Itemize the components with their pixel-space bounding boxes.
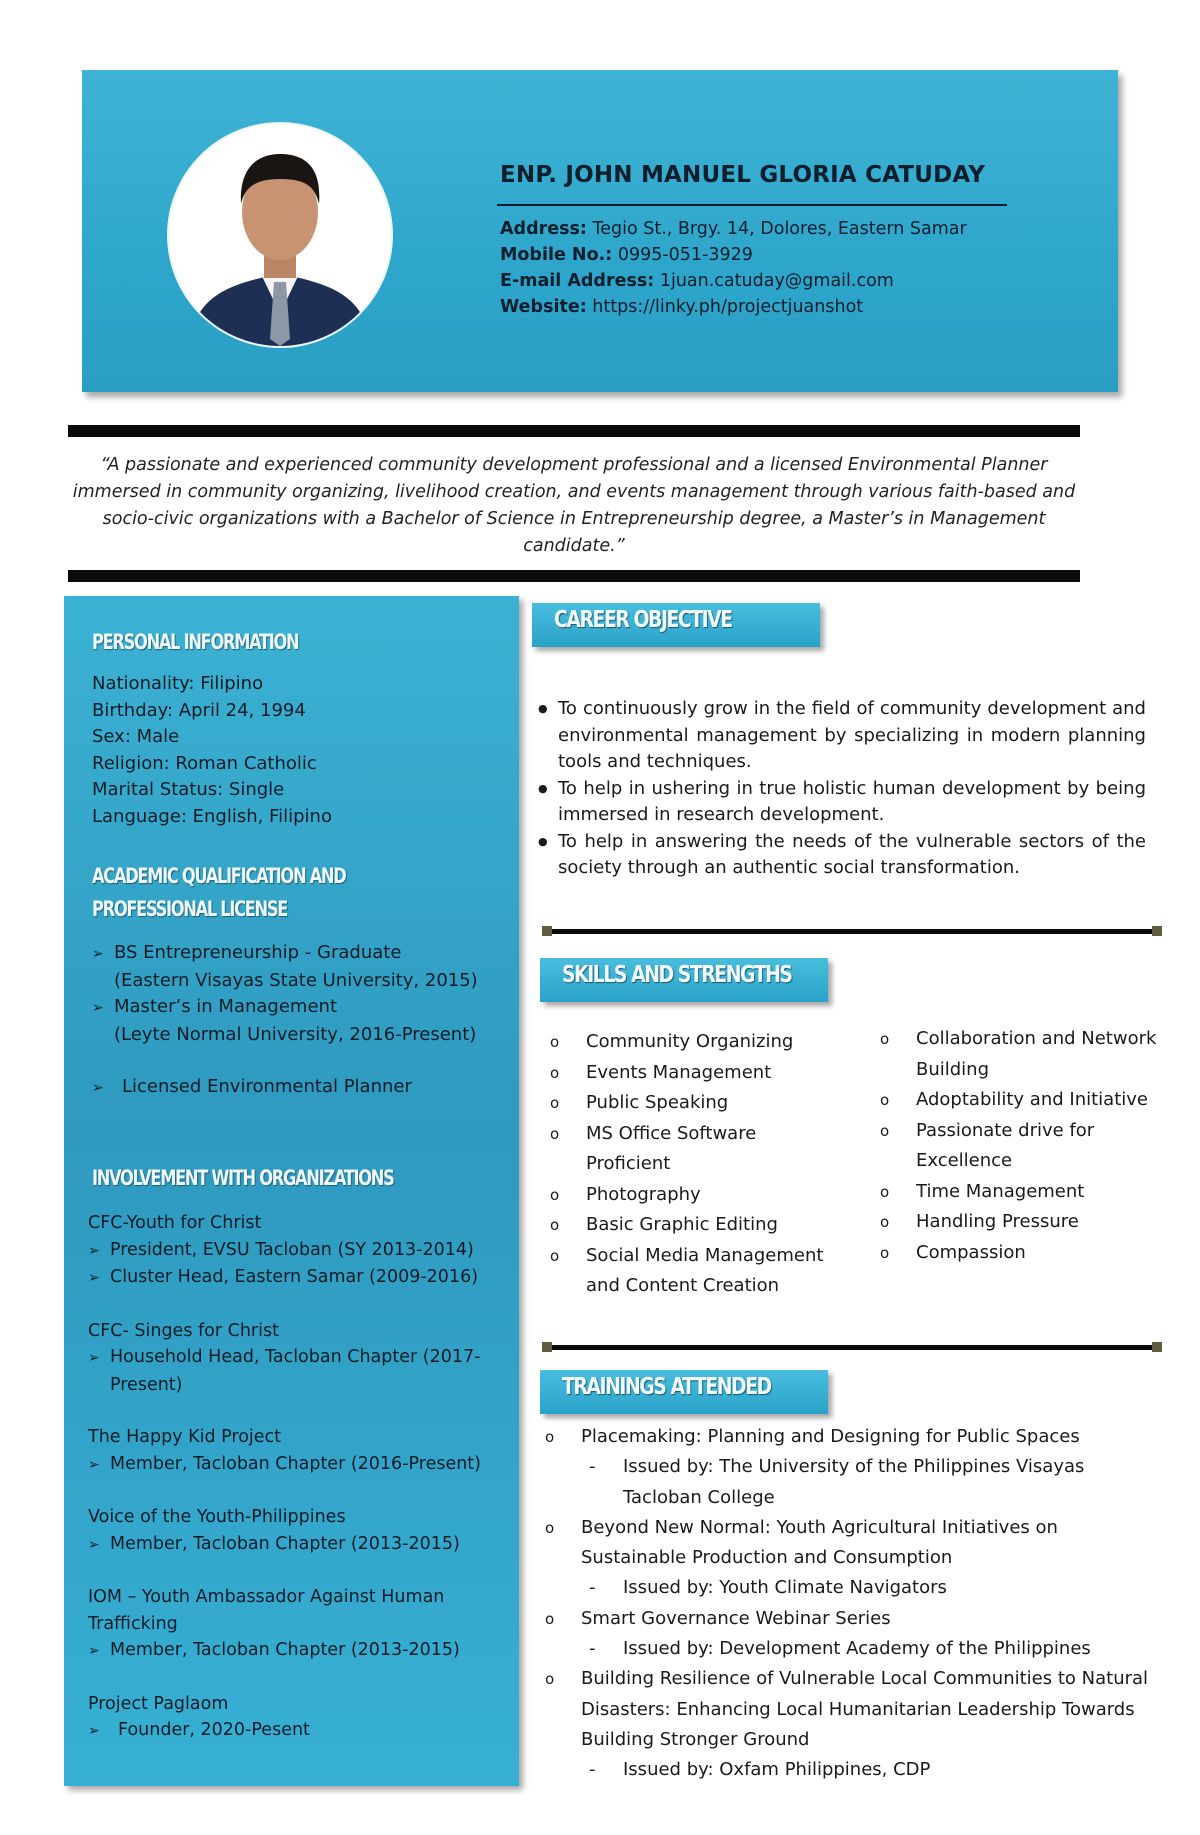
objective-item: ● To help in ushering in true holistic human development by being immersed in research development.	[538, 776, 1146, 829]
address-row	[500, 216, 967, 242]
arrow-bullet-icon: ➢	[88, 1270, 100, 1286]
personal-info-list	[92, 671, 332, 830]
arrow-bullet-icon: ➢	[88, 1723, 100, 1739]
academic-item: ➢ BS Entrepreneurship - Graduate	[92, 940, 478, 968]
org-name: CFC- Singes for Christ	[88, 1320, 279, 1341]
section-divider	[542, 929, 1162, 934]
personal-info-title: PERSONAL INFORMATION	[92, 630, 299, 654]
org-name: The Happy Kid Project	[88, 1427, 282, 1447]
academic-item: ➢ Licensed Environmental Planner	[92, 1074, 478, 1102]
personal-line: Sex: Male	[92, 726, 180, 747]
skill-item: o Social Media Management and Content Creation	[550, 1241, 840, 1302]
personal-line: Language: English, Filipino	[92, 805, 332, 827]
org-name: Voice of the Youth-Philippines	[88, 1507, 346, 1527]
personal-line: Marital Status: Single	[92, 779, 285, 800]
objective-item: ● To continuously grow in the field of community development and environmental management by specializing in modern planning tools and techniques.	[538, 696, 1146, 776]
skill-item: o Adoptability and Initiative	[880, 1085, 1165, 1116]
skill-item: o Photography	[550, 1180, 840, 1211]
training-item: o Beyond New Normal: Youth Agricultural Initiatives on Sustainable Production and Consumption	[545, 1513, 1165, 1574]
personal-line: Birthday: April 24, 1994	[92, 699, 306, 721]
skills-column-2	[880, 1024, 1165, 1268]
left-sidebar	[64, 596, 519, 1786]
email-label: E-mail Address:	[500, 271, 655, 291]
arrow-bullet-icon: ➢	[88, 1350, 100, 1366]
trainings-title: TRAININGS ATTENDED	[562, 1374, 771, 1400]
profile-quote: “A passionate and experienced community development professional and a licensed Environmental Planner immersed in community organizing, livelihood creation, and events management through various faith-based and socio-civic organizations with a Bachelor of Science in Entrepreneurship degree, a Master’s in Management candidate.”	[72, 455, 1076, 556]
skills-title: SKILLS AND STRENGTHS	[562, 962, 792, 988]
email-value[interactable]: 1juan.catuday@gmail.com	[654, 271, 894, 291]
org-role: ➢ Cluster Head, Eastern Samar (2009-2016)	[88, 1264, 481, 1292]
skill-item: o Community Organizing	[550, 1027, 840, 1058]
header-banner	[82, 70, 1118, 392]
skills-column-1	[550, 1027, 840, 1302]
org-name: IOM – Youth Ambassador Against Human	[88, 1587, 445, 1607]
org-role: ➢ Member, Tacloban Chapter (2013-2015)	[88, 1531, 481, 1559]
org-role: ➢ Member, Tacloban Chapter (2016-Present)	[88, 1451, 481, 1479]
mobile-row	[500, 242, 967, 268]
skill-item: o Collaboration and Network Building	[880, 1024, 1165, 1085]
contact-block	[500, 216, 967, 320]
skill-item: o Passionate drive for Excellence	[880, 1116, 1165, 1177]
trainings-list	[545, 1422, 1165, 1786]
arrow-bullet-icon: ➢	[88, 1456, 100, 1473]
organizations-title: INVOLVEMENT WITH ORGANIZATIONS	[92, 1166, 394, 1190]
skill-item: o Time Management	[880, 1177, 1165, 1208]
arrow-bullet-icon: ➢	[92, 946, 104, 962]
website-link[interactable]: https://linky.ph/projectjuanshot	[586, 297, 864, 317]
skill-item: o Events Management	[550, 1058, 840, 1089]
mobile-label: Mobile No.:	[500, 245, 613, 265]
org-role: ➢ Founder, 2020-Pesent	[88, 1717, 481, 1745]
personal-line: Religion: Roman Catholic	[92, 752, 317, 774]
organizations-list	[88, 1210, 481, 1745]
org-name: Project Paglaom	[88, 1693, 229, 1714]
academic-item-detail: (Eastern Visayas State University, 2015)	[114, 969, 478, 991]
arrow-bullet-icon: ➢	[92, 1080, 104, 1096]
skill-item: o Public Speaking	[550, 1088, 840, 1119]
name-underline	[497, 204, 1007, 206]
org-name: CFC-Youth for Christ	[88, 1213, 262, 1233]
quote-bottom-bar	[68, 570, 1080, 582]
skill-item: o Compassion	[880, 1238, 1165, 1269]
skill-item: o Basic Graphic Editing	[550, 1210, 840, 1241]
training-issuer: - Issued by: The University of the Philippines Visayas Tacloban College	[545, 1452, 1165, 1513]
org-role: ➢ Household Head, Tacloban Chapter (2017-	[88, 1344, 481, 1372]
career-objective-tab	[532, 603, 820, 647]
website-label: Website:	[500, 297, 587, 317]
arrow-bullet-icon: ➢	[92, 1000, 104, 1016]
skill-item: o Handling Pressure	[880, 1207, 1165, 1238]
skills-tab	[540, 958, 828, 1002]
academic-title-line1: ACADEMIC QUALIFICATION AND	[92, 864, 346, 888]
website-row	[500, 294, 967, 320]
academic-title	[92, 860, 345, 926]
person-portrait-icon	[169, 124, 391, 346]
personal-line: Nationality: Filipino	[92, 673, 264, 694]
training-issuer: - Issued by: Development Academy of the Philippines	[545, 1634, 1165, 1664]
address-value: Tegio St., Brgy. 14, Dolores, Eastern Samar	[586, 219, 967, 239]
org-role: ➢ Member, Tacloban Chapter (2013-2015)	[88, 1637, 481, 1665]
academic-title-line2: PROFESSIONAL LICENSE	[92, 897, 288, 921]
quote-top-bar	[68, 425, 1080, 437]
training-item: o Building Resilience of Vulnerable Local Communities to Natural Disasters: Enhancing Local Humanitarian Leadership Towards Building Stronger Ground	[545, 1664, 1165, 1755]
arrow-bullet-icon: ➢	[88, 1536, 100, 1553]
training-issuer: - Issued by: Youth Climate Navigators	[545, 1573, 1165, 1603]
objective-item: ● To help in answering the needs of the vulnerable sectors of the society through an authentic social transformation.	[538, 829, 1146, 882]
academic-item: ➢ Master’s in Management	[92, 994, 478, 1022]
section-divider	[542, 1345, 1162, 1350]
arrow-bullet-icon: ➢	[88, 1643, 100, 1659]
academic-list	[92, 940, 478, 1102]
career-objective-list	[538, 696, 1146, 882]
academic-item-detail: (Leyte Normal University, 2016-Present)	[114, 1023, 477, 1045]
arrow-bullet-icon: ➢	[88, 1242, 100, 1259]
address-label: Address:	[500, 219, 587, 239]
trainings-tab	[540, 1370, 828, 1414]
email-row	[500, 268, 967, 294]
skill-item: o MS Office Software Proficient	[550, 1119, 840, 1180]
training-item: o Placemaking: Planning and Designing for Public Spaces	[545, 1422, 1165, 1452]
career-objective-title: CAREER OBJECTIVE	[554, 607, 732, 633]
training-issuer: - Issued by: Oxfam Philippines, CDP	[545, 1755, 1165, 1785]
mobile-value: 0995-051-3929	[612, 245, 753, 265]
candidate-name: ENP. JOHN MANUEL GLORIA CATUDAY	[500, 162, 986, 188]
org-name-cont: Trafficking	[88, 1613, 178, 1634]
org-role-cont: Present)	[110, 1374, 183, 1395]
training-item: o Smart Governance Webinar Series	[545, 1604, 1165, 1634]
profile-photo	[167, 122, 393, 348]
org-role: ➢ President, EVSU Tacloban (SY 2013-2014)	[88, 1237, 481, 1265]
